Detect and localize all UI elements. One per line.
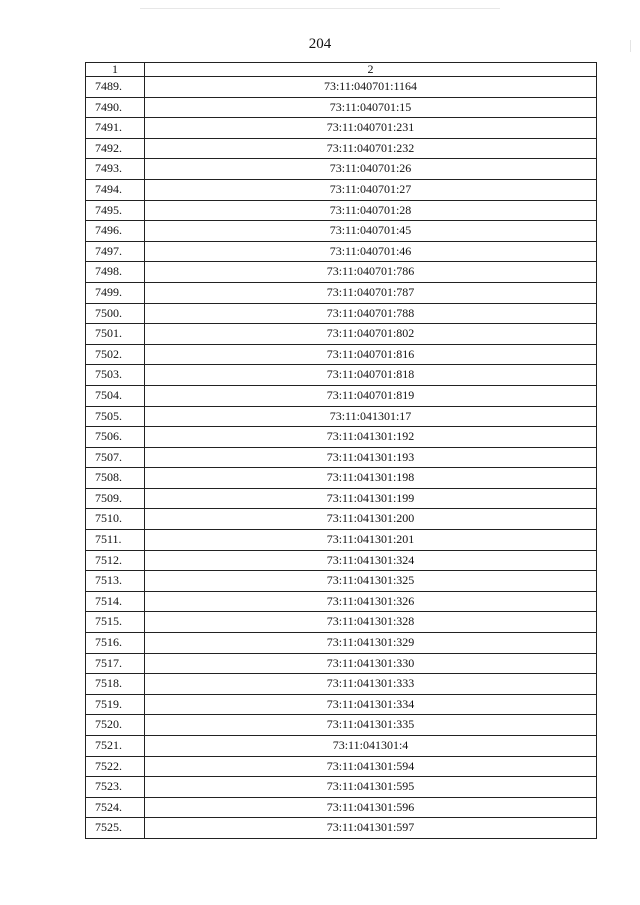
cadastral-number-cell: 73:11:041301:193 bbox=[145, 447, 597, 468]
table-row bbox=[86, 571, 597, 592]
table-row bbox=[86, 282, 597, 303]
row-index-cell: 7511. bbox=[86, 530, 145, 551]
row-index-cell: 7523. bbox=[86, 777, 145, 798]
row-index-cell: 7510. bbox=[86, 509, 145, 530]
table-row bbox=[86, 77, 597, 98]
table-row bbox=[86, 818, 597, 839]
cadastral-number-cell: 73:11:041301:192 bbox=[145, 427, 597, 448]
cadastral-number-cell: 73:11:041301:201 bbox=[145, 530, 597, 551]
cadastral-number-cell: 73:11:040701:1164 bbox=[145, 77, 597, 98]
cadastral-number-cell: 73:11:040701:45 bbox=[145, 221, 597, 242]
table-row bbox=[86, 777, 597, 798]
row-index-cell: 7498. bbox=[86, 262, 145, 283]
cadastral-number-cell: 73:11:040701:787 bbox=[145, 282, 597, 303]
column-header-cadastral-number: 2 bbox=[145, 63, 597, 77]
table-row bbox=[86, 756, 597, 777]
row-index-cell: 7521. bbox=[86, 736, 145, 757]
table-row bbox=[86, 200, 597, 221]
scan-artifact bbox=[140, 8, 500, 9]
table-row bbox=[86, 591, 597, 612]
cadastral-number-cell: 73:11:041301:595 bbox=[145, 777, 597, 798]
table-row bbox=[86, 736, 597, 757]
row-index-cell: 7501. bbox=[86, 324, 145, 345]
row-index-cell: 7516. bbox=[86, 633, 145, 654]
table-row bbox=[86, 344, 597, 365]
cadastral-number-cell: 73:11:040701:232 bbox=[145, 138, 597, 159]
row-index-cell: 7492. bbox=[86, 138, 145, 159]
row-index-cell: 7518. bbox=[86, 674, 145, 695]
table-row bbox=[86, 715, 597, 736]
table-row bbox=[86, 488, 597, 509]
row-index-cell: 7489. bbox=[86, 77, 145, 98]
cadastral-number-cell: 73:11:041301:200 bbox=[145, 509, 597, 530]
table-row bbox=[86, 797, 597, 818]
table-row bbox=[86, 633, 597, 654]
cadastral-number-cell: 73:11:040701:231 bbox=[145, 118, 597, 139]
row-index-cell: 7497. bbox=[86, 241, 145, 262]
row-index-cell: 7502. bbox=[86, 344, 145, 365]
row-index-cell: 7513. bbox=[86, 571, 145, 592]
row-index-cell: 7494. bbox=[86, 179, 145, 200]
table-row bbox=[86, 509, 597, 530]
cadastral-table bbox=[85, 62, 597, 839]
row-index-cell: 7515. bbox=[86, 612, 145, 633]
row-index-cell: 7496. bbox=[86, 221, 145, 242]
cadastral-number-cell: 73:11:041301:325 bbox=[145, 571, 597, 592]
table-row bbox=[86, 179, 597, 200]
table-row bbox=[86, 468, 597, 489]
cadastral-number-cell: 73:11:040701:819 bbox=[145, 385, 597, 406]
table-row bbox=[86, 118, 597, 139]
table-row bbox=[86, 406, 597, 427]
row-index-cell: 7499. bbox=[86, 282, 145, 303]
cadastral-number-cell: 73:11:040701:802 bbox=[145, 324, 597, 345]
row-index-cell: 7520. bbox=[86, 715, 145, 736]
table-row bbox=[86, 550, 597, 571]
row-index-cell: 7491. bbox=[86, 118, 145, 139]
cadastral-number-cell: 73:11:040701:818 bbox=[145, 365, 597, 386]
row-index-cell: 7495. bbox=[86, 200, 145, 221]
row-index-cell: 7504. bbox=[86, 385, 145, 406]
table-row bbox=[86, 221, 597, 242]
page-number: 204 bbox=[308, 36, 332, 52]
cadastral-number-cell: 73:11:041301:597 bbox=[145, 818, 597, 839]
row-index-cell: 7512. bbox=[86, 550, 145, 571]
table-row bbox=[86, 385, 597, 406]
cadastral-number-cell: 73:11:040701:28 bbox=[145, 200, 597, 221]
cadastral-number-cell: 73:11:041301:326 bbox=[145, 591, 597, 612]
table-row bbox=[86, 530, 597, 551]
cadastral-number-cell: 73:11:041301:198 bbox=[145, 468, 597, 489]
table-header-row bbox=[86, 63, 597, 77]
table-row bbox=[86, 97, 597, 118]
table-row bbox=[86, 262, 597, 283]
cadastral-number-cell: 73:11:041301:335 bbox=[145, 715, 597, 736]
column-header-index: 1 bbox=[86, 63, 145, 77]
row-index-cell: 7500. bbox=[86, 303, 145, 324]
row-index-cell: 7525. bbox=[86, 818, 145, 839]
row-index-cell: 7507. bbox=[86, 447, 145, 468]
table-row bbox=[86, 653, 597, 674]
cadastral-number-cell: 73:11:041301:330 bbox=[145, 653, 597, 674]
row-index-cell: 7493. bbox=[86, 159, 145, 180]
cadastral-number-cell: 73:11:040701:26 bbox=[145, 159, 597, 180]
table-row bbox=[86, 365, 597, 386]
row-index-cell: 7503. bbox=[86, 365, 145, 386]
cadastral-number-cell: 73:11:041301:594 bbox=[145, 756, 597, 777]
row-index-cell: 7506. bbox=[86, 427, 145, 448]
table-row bbox=[86, 324, 597, 345]
cadastral-number-cell: 73:11:040701:816 bbox=[145, 344, 597, 365]
row-index-cell: 7509. bbox=[86, 488, 145, 509]
table-row bbox=[86, 694, 597, 715]
cadastral-number-cell: 73:11:041301:333 bbox=[145, 674, 597, 695]
table-row bbox=[86, 303, 597, 324]
table-row bbox=[86, 241, 597, 262]
table-row bbox=[86, 159, 597, 180]
cadastral-number-cell: 73:11:041301:596 bbox=[145, 797, 597, 818]
row-index-cell: 7522. bbox=[86, 756, 145, 777]
table-row bbox=[86, 138, 597, 159]
row-index-cell: 7517. bbox=[86, 653, 145, 674]
table-row bbox=[86, 447, 597, 468]
cadastral-number-cell: 73:11:040701:15 bbox=[145, 97, 597, 118]
cadastral-number-cell: 73:11:041301:17 bbox=[145, 406, 597, 427]
row-index-cell: 7490. bbox=[86, 97, 145, 118]
table-row bbox=[86, 674, 597, 695]
cadastral-number-cell: 73:11:040701:27 bbox=[145, 179, 597, 200]
cadastral-number-cell: 73:11:041301:4 bbox=[145, 736, 597, 757]
table-row bbox=[86, 612, 597, 633]
row-index-cell: 7508. bbox=[86, 468, 145, 489]
row-index-cell: 7505. bbox=[86, 406, 145, 427]
table-row bbox=[86, 427, 597, 448]
row-index-cell: 7514. bbox=[86, 591, 145, 612]
cadastral-number-cell: 73:11:040701:788 bbox=[145, 303, 597, 324]
cadastral-number-cell: 73:11:040701:46 bbox=[145, 241, 597, 262]
row-index-cell: 7524. bbox=[86, 797, 145, 818]
cadastral-number-cell: 73:11:041301:329 bbox=[145, 633, 597, 654]
scan-artifact bbox=[630, 40, 631, 52]
row-index-cell: 7519. bbox=[86, 694, 145, 715]
cadastral-number-cell: 73:11:041301:199 bbox=[145, 488, 597, 509]
cadastral-number-cell: 73:11:041301:328 bbox=[145, 612, 597, 633]
cadastral-number-cell: 73:11:041301:334 bbox=[145, 694, 597, 715]
cadastral-number-cell: 73:11:040701:786 bbox=[145, 262, 597, 283]
cadastral-number-cell: 73:11:041301:324 bbox=[145, 550, 597, 571]
